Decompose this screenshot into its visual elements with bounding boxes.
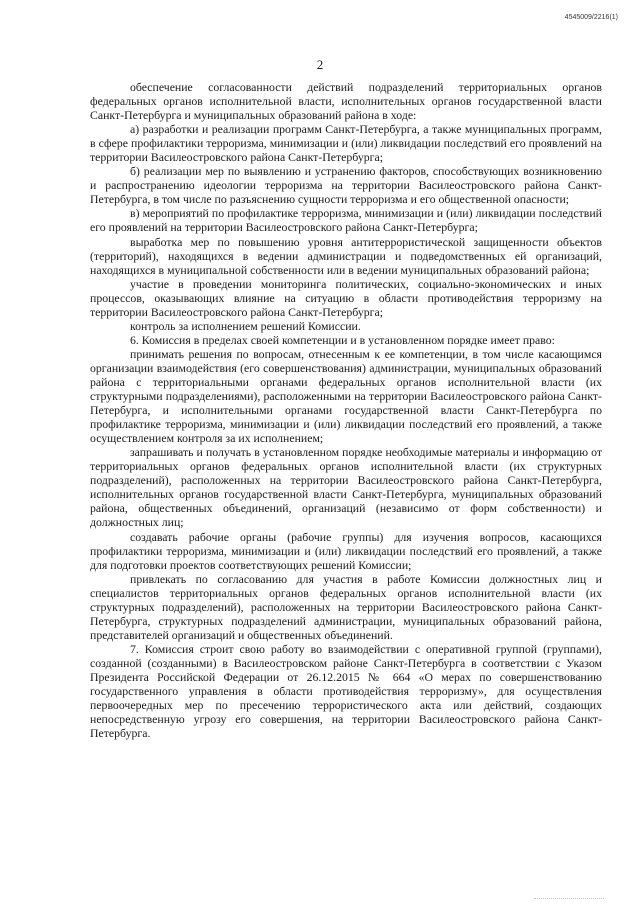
paragraph-coordination: обеспечение согласованности действий подразделений территориальных органов федеральных органов исполнительной власти, исполнительных органов государственной власти Санкт-Петербурга и муниципальных образований района в ходе: (90, 80, 602, 123)
page-number: 2 (316, 57, 324, 72)
paragraph-involvement: привлекать по согласованию для участия в работе Комиссии должностных лиц и специалистов территориальных органов федеральных органов исполнительной власти (их структурных подразделений), расположенных на территории Василеостровского района Санкт-Петербурга, структурных подразделений администрации, муниципальных образований района, представителей организаций и общественных объединений. (90, 571, 602, 642)
paragraph-item-b: б) реализации мер по выявлению и устранению факторов, способствующих возникновению и распространению идеологии терроризма на территории Василеостровского района Санкт-Петербурга, в том числе по разъяснению сущности терроризма и его общественной опасности; (90, 164, 602, 207)
paragraph-working-groups: создавать рабочие органы (рабочие группы) для изучения вопросов, касающихся профилактики терроризма, минимизации и (или) ликвидации последствий его проявлений, а также для подготовки проектов соответствующих решений Комиссии; (90, 529, 602, 572)
paragraph-protection-measures: выработка мер по повышению уровня антитеррористической защищенности объектов (территорий), находящихся в ведении администрации и подведомственных ей организаций, находящихся в муниципальной собственности или в ведении муниципальных образований района; (90, 234, 602, 277)
paragraph-requests: запрашивать и получать в установленном порядке необходимые материалы и информацию от территориальных органов федеральных органов исполнительной власти (их структурных подразделений), расположенных на территории Василеостровского района Санкт-Петербурга, исполнительных органов государственной власти Санкт-Петербурга, муниципальных образований района, общественных объединений, организаций (независимо от форм собственности) и должностных лиц; (90, 445, 602, 530)
paragraph-item-a: а) разработки и реализации программ Санкт-Петербурга, а также муниципальных программ, в сфере профилактики терроризма, минимизации и (или) ликвидации последствий его проявлений на территории Василеостровского района Санкт-Петербурга; (90, 122, 602, 165)
paragraph-decisions: принимать решения по вопросам, отнесенным к ее компетенции, в том числе касающимся организации взаимодействия (его совершенствования) администрации, муниципальных образований района с территориальными органами федеральных органов исполнительной власти (их структурными подразделениями), расположенными на территории Василеостровского района Санкт-Петербурга, и исполнительными органами государственной власти Санкт-Петербурга по профилактике терроризма, минимизации и (или) ликвидации последствий его проявлений, а также осуществлением контроля за их исполнением; (90, 346, 602, 446)
paragraph-monitoring: участие в проведении мониторинга политических, социально-экономических и иных процессов, оказывающих влияние на ситуацию в области противодействия терроризму на территории Василеостровского района Санкт-Петербурга; (90, 276, 602, 319)
paragraph-section-7: 7. Комиссия строит свою работу во взаимодействии с оперативной группой (группами), созданной (созданными) в Василеостровском районе Санкт-Петербурга в соответствии с Указом Президента Российской Федерации от 26.12.2015 № 664 «О мерах по совершенствованию государственного управления в области противодействия терроризму», для осуществления первоочередных мер по пресечению террористического акта или действий, создающих непосредственную угрозу его совершения, на территории Василеостровского района Санкт-Петербурга. (90, 641, 602, 741)
document-body (90, 80, 602, 740)
paragraph-control: контроль за исполнением решений Комиссии. (130, 318, 361, 333)
scan-mark (534, 898, 604, 899)
document-id: 4545009/2216(1) (564, 14, 618, 21)
paragraph-item-v: в) мероприятий по профилактике терроризма, минимизации и (или) ликвидации последствий его проявлений на территории Василеостровского района Санкт-Петербурга; (90, 206, 602, 235)
paragraph-section-6: 6. Комиссия в пределах своей компетенции и в установленном порядке имеет право: (130, 332, 555, 347)
